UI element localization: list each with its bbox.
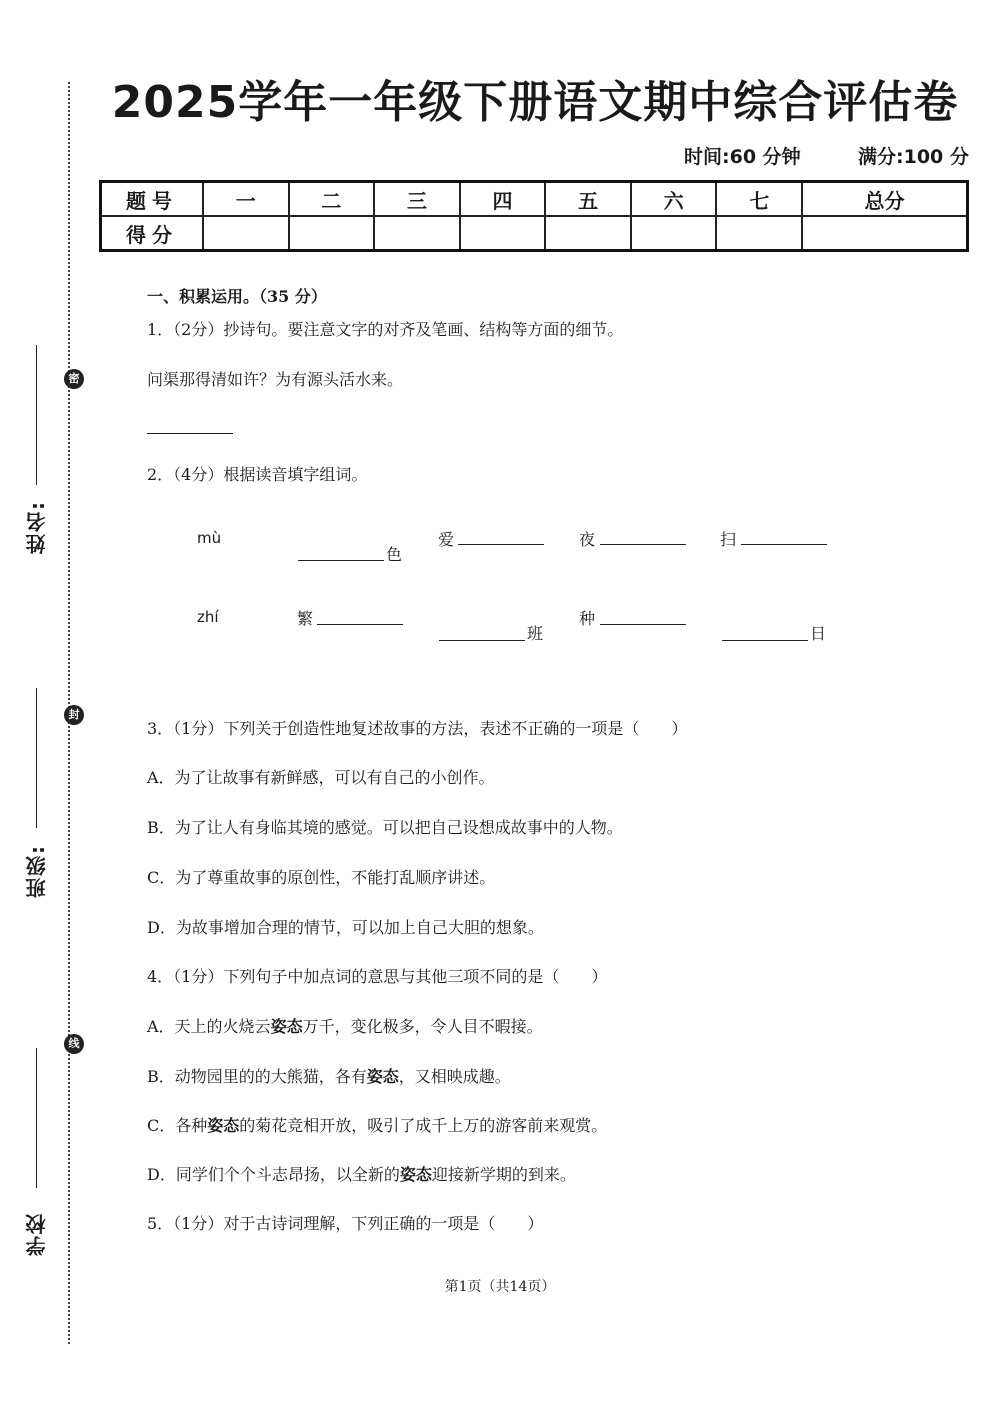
seal-mi: 密 (64, 369, 84, 389)
name-label: 姓名: (25, 500, 49, 554)
score-col-2: 二 (289, 182, 375, 217)
q2-pinyin-mu: mù (197, 529, 222, 547)
exam-time: 时间:60 分钟 (684, 146, 801, 168)
score-table (99, 180, 969, 252)
q2-item: 种 (579, 609, 596, 628)
q2-item: 扫 (720, 530, 737, 549)
score-col-5: 五 (545, 182, 631, 217)
q3-option-b[interactable]: B．为了让人有身临其境的感觉。可以把自己设想成故事中的人物。 (147, 818, 623, 837)
q4-option-pre: A．天上的火烧云 (147, 1017, 271, 1036)
score-table-header-row (101, 182, 968, 217)
q4-keyword: 姿态 (207, 1116, 240, 1135)
q4-keyword: 姿态 (270, 1017, 303, 1036)
q2-pinyin-zhi: zhí (197, 608, 219, 626)
q2-blank[interactable] (458, 544, 544, 545)
class-line (36, 688, 37, 828)
q4-option-pre: B．动物园里的的大熊猫，各有 (147, 1067, 367, 1086)
page-title: 2025学年一年级下册语文期中综合评估卷 (111, 77, 959, 128)
score-col-total: 总分 (802, 182, 967, 217)
full-score: 满分:100 分 (858, 146, 969, 168)
q5-stem: 5．（1分）对于古诗词理解，下列正确的一项是（ ） (147, 1214, 544, 1233)
q2-item: 爱 (438, 530, 455, 549)
school-label: 学校 (25, 1212, 49, 1256)
q3-option-c[interactable]: C．为了尊重故事的原创性，不能打乱顺序讲述。 (147, 868, 496, 887)
q4-option-pre: C．各种 (147, 1116, 208, 1135)
q2-blank[interactable] (439, 640, 525, 641)
q2-blank[interactable] (317, 624, 403, 625)
score-table-row2-header: 得分 (101, 216, 204, 251)
q2-item: 日 (810, 624, 827, 643)
q4-option-post: ，又相映成趣。 (398, 1067, 511, 1086)
q1-stem: 1．（2分）抄诗句。要注意文字的对齐及笔画、结构等方面的细节。 (147, 320, 624, 339)
seal-xian: 线 (64, 1034, 84, 1054)
school-line (36, 1048, 37, 1188)
score-cell[interactable] (289, 216, 375, 251)
q4-option-a[interactable] (147, 1014, 543, 1037)
score-cell[interactable] (460, 216, 546, 251)
score-cell[interactable] (802, 216, 967, 251)
q4-option-b[interactable] (147, 1064, 511, 1087)
score-cell[interactable] (716, 216, 802, 251)
q4-option-pre: D．同学们个个斗志昂扬，以全新的 (147, 1165, 400, 1184)
class-label: 班级: (25, 844, 49, 898)
q4-keyword: 姿态 (399, 1165, 432, 1184)
page-footer: 第1页（共14页） (444, 1279, 556, 1295)
q4-option-post: 迎接新学期的到来。 (431, 1165, 576, 1184)
section-1-heading: 一、积累运用。（35 分） (147, 287, 327, 306)
seal-feng: 封 (64, 705, 84, 725)
score-cell[interactable] (203, 216, 289, 251)
q4-option-post: 的菊花竞相开放，吸引了成千上万的游客前来观赏。 (239, 1116, 608, 1135)
name-line (36, 345, 37, 485)
q4-option-c[interactable] (147, 1113, 607, 1136)
score-table-score-row (101, 216, 968, 251)
q2-item: 色 (386, 545, 403, 564)
q2-blank[interactable] (722, 640, 808, 641)
q2-item: 繁 (297, 609, 314, 628)
q2-blank[interactable] (600, 544, 686, 545)
q2-blank[interactable] (741, 544, 827, 545)
q3-stem: 3．（1分）下列关于创造性地复述故事的方法，表述不正确的一项是（ ） (147, 719, 688, 738)
score-col-6: 六 (631, 182, 717, 217)
q4-option-post: 万千，变化极多，令人目不暇接。 (302, 1017, 543, 1036)
q2-stem: 2．（4分）根据读音填字组词。 (147, 465, 368, 484)
score-table-row1-header: 题号 (101, 182, 204, 217)
q1-answer-blank[interactable] (147, 433, 233, 434)
q2-item: 夜 (579, 530, 596, 549)
q3-option-d[interactable]: D．为故事增加合理的情节，可以加上自己大胆的想象。 (147, 918, 544, 937)
q2-blank[interactable] (600, 624, 686, 625)
score-cell[interactable] (374, 216, 460, 251)
q4-stem: 4．（1分）下列句子中加点词的意思与其他三项不同的是（ ） (147, 967, 608, 986)
score-cell[interactable] (631, 216, 717, 251)
score-cell[interactable] (545, 216, 631, 251)
q4-option-d[interactable] (147, 1162, 576, 1185)
score-col-1: 一 (203, 182, 289, 217)
q2-blank[interactable] (298, 560, 384, 561)
q4-keyword: 姿态 (366, 1067, 399, 1086)
score-col-3: 三 (374, 182, 460, 217)
score-col-7: 七 (716, 182, 802, 217)
q3-option-a[interactable]: A．为了让故事有新鲜感，可以有自己的小创作。 (147, 768, 495, 787)
score-col-4: 四 (460, 182, 546, 217)
q2-item: 班 (527, 624, 544, 643)
q1-poem: 问渠那得清如许？为有源头活水来。 (147, 370, 404, 389)
